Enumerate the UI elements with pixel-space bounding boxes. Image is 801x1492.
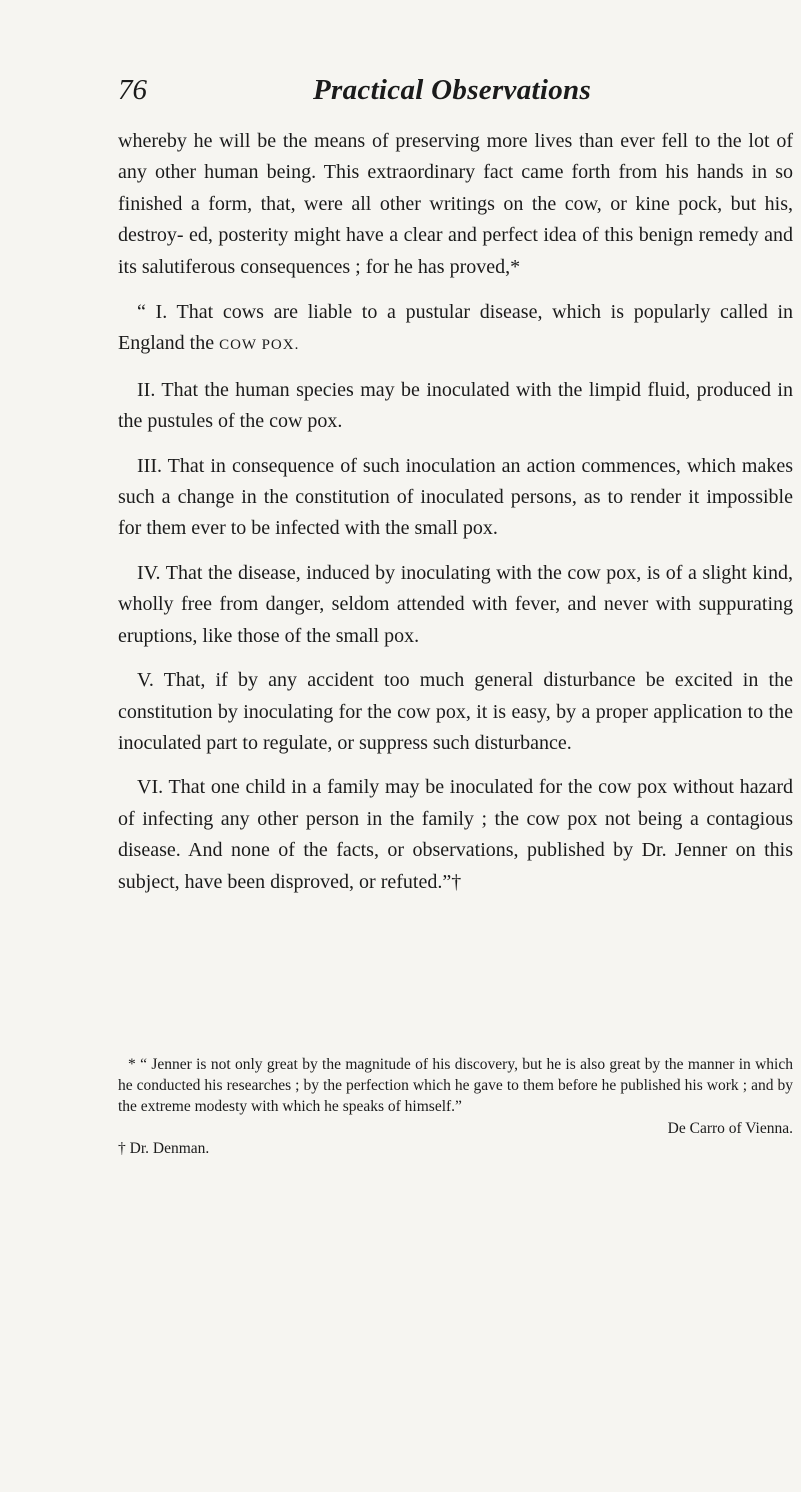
- observation-1: [118, 297, 793, 362]
- observation-6: VI. That one child in a family may be inoculated for the cow pox without hazard of infecting any other person in the family ; the cow pox not being a contagious disease. And none of the facts, or observations, published by Dr. Jenner on this subject, have been disproved, or refuted.”†: [118, 776, 793, 893]
- observation-5: V. That, if by any accident too much general disturbance be excited in the constitution by inoculating for the cow pox, it is easy, by a proper application to the inoculated part to regulate, or suppress such disturbance.: [118, 669, 793, 754]
- footnotes: [118, 1054, 793, 1159]
- footnote-jenner: * “ Jenner is not only great by the magnitude of his discovery, but he is also great by the manner in which he conducted his researches ; by the perfection which he gave to them before he published his work ; and by the extreme modesty with which he speaks of himself.”: [118, 1056, 793, 1115]
- observation-4: IV. That the disease, induced by inoculating with the cow pox, is of a slight kind, wholly free from danger, seldom attended with fever, and never with suppurating eruptions, like those of the small pox.: [118, 561, 793, 647]
- footnote-attribution: De Carro of Vienna.: [667, 1120, 793, 1137]
- footnote-denman: † Dr. Denman.: [118, 1140, 210, 1157]
- observation-2: II. That the human species may be inoculated with the limpid fluid, produced in the pustules of the cow pox.: [118, 378, 793, 433]
- cow-pox-smallcaps: COW POX.: [219, 337, 300, 354]
- body-text: [118, 126, 793, 898]
- page-header: [118, 74, 798, 114]
- observation-1-text: “ I. That cows are liable to a pustular disease, which is popularly called in England the: [118, 301, 793, 355]
- running-head: Practical Observations: [313, 74, 592, 106]
- observation-3: III. That in consequence of such inoculation an action commences, which makes such a change in the constitution of inoculated persons, as to render it impossible for them ever to be infected with the small pox.: [118, 454, 793, 540]
- intro-paragraph: whereby he will be the means of preserving more lives than ever fell to the lot of any other human being. This extraordinary fact came forth from his hands in so finished a form, that, were all other writings on the cow, or kine pock, but his, destroy- ed, posterity might have a clear and perfect idea of this benign remedy and its salutiferous consequences ; for he has proved,*: [118, 130, 793, 278]
- page-number: 76: [118, 74, 147, 106]
